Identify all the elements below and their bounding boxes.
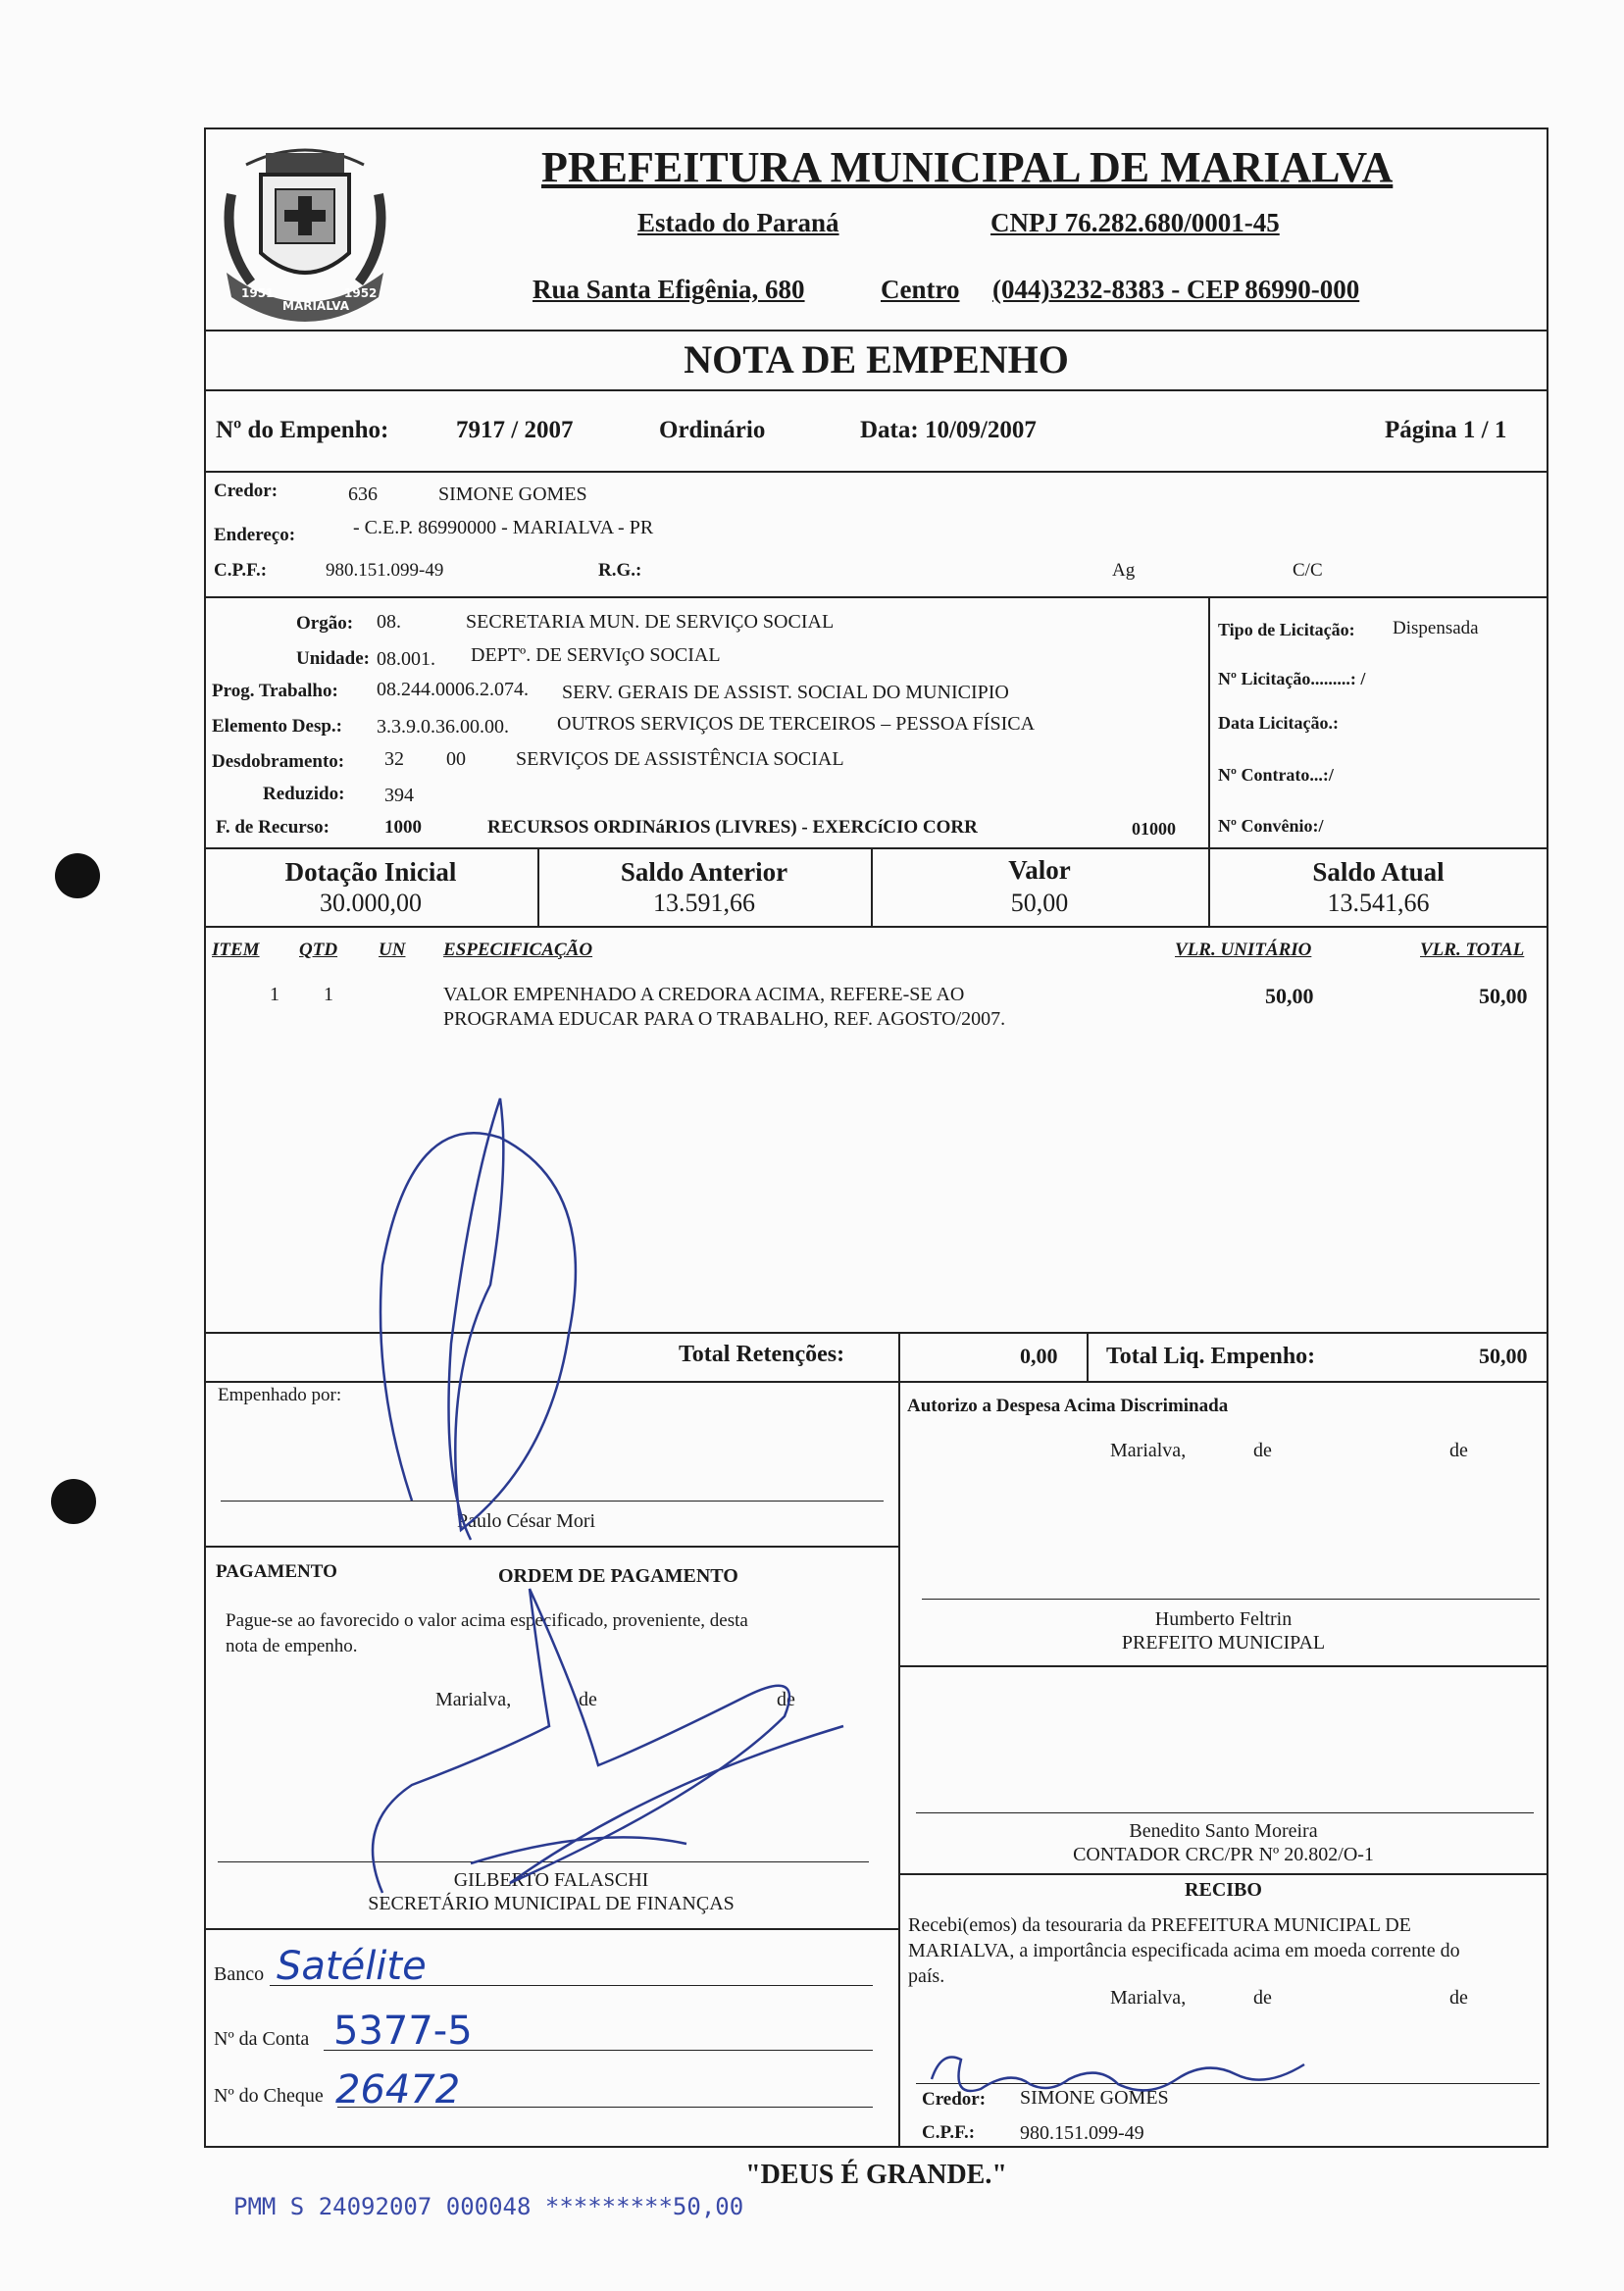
valor-value: 50,00 xyxy=(1010,889,1069,917)
recibo-label: RECIBO xyxy=(1185,1879,1262,1901)
crest-icon xyxy=(212,135,398,331)
col-vlr-total: VLR. TOTAL xyxy=(1420,940,1525,960)
cheque-handwritten: 26472 xyxy=(335,2067,461,2113)
recibo-local: Marialva, xyxy=(1110,1987,1187,2009)
municipality-title: PREFEITURA MUNICIPAL DE MARIALVA xyxy=(541,143,1394,191)
autorizo-de1: de xyxy=(1253,1440,1272,1461)
elemento-name: OUTROS SERVIÇOS DE TERCEIROS – PESSOA FÍSICA xyxy=(557,713,1036,735)
secretario-nome: GILBERTO FALASCHI xyxy=(453,1869,649,1891)
saldo-atual-value: 13.541,66 xyxy=(1327,889,1430,917)
pagamento-de1: de xyxy=(579,1689,597,1710)
ag-label: Ag xyxy=(1112,560,1136,581)
signature-simone xyxy=(912,2040,1324,2109)
autorizo-label: Autorizo a Despesa Acima Discriminada xyxy=(907,1396,1229,1416)
saldo-anterior-value: 13.591,66 xyxy=(653,889,755,917)
liquido-label: Total Liq. Empenho: xyxy=(1106,1344,1316,1369)
conta-handwritten: 5377-5 xyxy=(333,2009,473,2054)
cnpj: CNPJ 76.282.680/0001-45 xyxy=(990,208,1280,237)
creditor-address: - C.E.P. 86990000 - MARIALVA - PR xyxy=(353,517,654,538)
pagamento-local: Marialva, xyxy=(435,1689,512,1710)
saldo-anterior-label: Saldo Anterior xyxy=(620,857,788,887)
item-qtd: 1 xyxy=(324,984,333,1005)
saldo-atual-label: Saldo Atual xyxy=(1312,857,1445,887)
banco-handwritten: Satélite xyxy=(277,1944,427,1989)
creditor-name: SIMONE GOMES xyxy=(438,484,587,505)
orgao-name: SECRETARIA MUN. DE SERVIÇO SOCIAL xyxy=(466,611,835,633)
pagamento-text2: nota de empenho. xyxy=(226,1636,358,1656)
creditor-cpf: 980.151.099-49 xyxy=(326,560,444,581)
conta-label: Nº da Conta xyxy=(214,2028,310,2050)
recurso-code2: 01000 xyxy=(1132,819,1176,839)
recibo-text2: MARIALVA, a importância especificada acima em moeda corrente do xyxy=(908,1940,1460,1961)
col-item: ITEM xyxy=(212,940,260,960)
pagamento-text1: Pague-se ao favorecido o valor acima especificado, proveniente, desta xyxy=(226,1610,748,1631)
rg-label: R.G.: xyxy=(598,560,642,581)
creditor-code: 636 xyxy=(348,484,378,505)
phone-cep: (044)3232-8383 - CEP 86990-000 xyxy=(992,275,1360,304)
prefeito-nome: Humberto Feltrin xyxy=(1154,1608,1293,1630)
item-number: 1 xyxy=(270,984,279,1005)
licitacao-date: Data Licitação.: xyxy=(1218,713,1339,733)
unidade-code: 08.001. xyxy=(377,648,435,670)
prog-code: 08.244.0006.2.074. xyxy=(377,679,529,700)
signature-gilberto xyxy=(353,1569,863,1922)
empenho-date: Data: 10/09/2007 xyxy=(860,417,1037,443)
recibo-text1: Recebi(emos) da tesouraria da PREFEITURA MUNICIPAL DE xyxy=(908,1914,1411,1936)
retencoes-value: 0,00 xyxy=(1020,1344,1058,1368)
banco-label: Banco xyxy=(214,1963,265,1985)
district: Centro xyxy=(881,275,960,304)
creditor-label: Credor: xyxy=(214,481,279,501)
elemento-code: 3.3.9.0.36.00.00. xyxy=(377,716,509,738)
street-address: Rua Santa Efigênia, 680 xyxy=(533,275,805,304)
dotacao-value: 30.000,00 xyxy=(320,889,422,917)
recibo-credor-label: Credor: xyxy=(922,2089,987,2110)
unidade-name: DEPTº. DE SERVIçO SOCIAL xyxy=(471,644,721,666)
recurso-label: F. de Recurso: xyxy=(216,817,330,838)
valor-label: Valor xyxy=(1008,855,1071,885)
cheque-label: Nº do Cheque xyxy=(214,2085,324,2107)
unidade-label: Unidade: xyxy=(296,648,370,669)
item-spec-line2: PROGRAMA EDUCAR PARA O TRABALHO, REF. AGOSTO/2007. xyxy=(443,1008,1006,1030)
crest-year-left: 1951 xyxy=(241,286,275,300)
liquido-value: 50,00 xyxy=(1479,1344,1528,1368)
col-qtd: QTD xyxy=(299,940,338,960)
reduzido-label: Reduzido: xyxy=(263,784,345,804)
recibo-cpf: 980.151.099-49 xyxy=(1020,2122,1144,2144)
empenhado-label: Empenhado por: xyxy=(218,1385,342,1405)
cpf-label: C.P.F.: xyxy=(214,560,268,581)
recibo-cpf-label: C.P.F.: xyxy=(922,2122,976,2143)
secretario-cargo: SECRETÁRIO MUNICIPAL DE FINANÇAS xyxy=(368,1893,735,1914)
recurso-name: RECURSOS ORDINáRIOS (LIVRES) - EXERCíCIO CORR xyxy=(487,817,978,838)
desdobramento-code2: 00 xyxy=(446,748,466,770)
empenho-number: 7917 / 2007 xyxy=(456,417,574,443)
crest-name: MARIALVA xyxy=(282,299,349,313)
recibo-credor-nome: SIMONE GOMES xyxy=(1020,2087,1169,2109)
municipal-crest xyxy=(212,135,398,331)
desdobramento-code1: 32 xyxy=(384,748,404,770)
contador-nome: Benedito Santo Moreira xyxy=(1129,1820,1318,1842)
item-vlr-total: 50,00 xyxy=(1479,984,1528,1008)
contrato-number: Nº Contrato...:/ xyxy=(1218,765,1334,785)
empenhado-nome: Paulo César Mori xyxy=(457,1510,596,1532)
signature-paulo xyxy=(353,1089,608,1550)
recibo-de1: de xyxy=(1253,1987,1272,2009)
machine-stamp: PMM S 24092007 000048 *********50,00 xyxy=(233,2193,744,2220)
pagamento-de2: de xyxy=(777,1689,795,1710)
document-title: NOTA DE EMPENHO xyxy=(684,337,1069,382)
page-number: Página 1 / 1 xyxy=(1385,417,1507,443)
reduzido-value: 394 xyxy=(384,785,414,806)
autorizo-de2: de xyxy=(1449,1440,1468,1461)
licitacao-type-value: Dispensada xyxy=(1393,618,1479,638)
desdobramento-label: Desdobramento: xyxy=(212,751,345,772)
col-vlr-unitario: VLR. UNITÁRIO xyxy=(1175,940,1312,960)
prefeito-cargo: PREFEITO MUNICIPAL xyxy=(1121,1632,1326,1654)
empenho-number-label: Nº do Empenho: xyxy=(216,417,389,443)
item-vlr-unitario: 50,00 xyxy=(1265,984,1314,1008)
col-especificacao: ESPECIFICAÇÃO xyxy=(443,940,593,960)
recibo-de2: de xyxy=(1449,1987,1468,2009)
pagamento-label: PAGAMENTO xyxy=(216,1561,337,1582)
convenio-number: Nº Convênio:/ xyxy=(1218,816,1324,836)
licitacao-number: Nº Licitação.........: / xyxy=(1218,669,1366,688)
autorizo-local: Marialva, xyxy=(1110,1440,1187,1461)
punch-hole-bottom xyxy=(51,1479,96,1524)
lema: "DEUS É GRANDE." xyxy=(745,2160,1007,2190)
licitacao-type-label: Tipo de Licitação: xyxy=(1218,620,1355,639)
retencoes-label: Total Retenções: xyxy=(679,1342,845,1367)
punch-hole-top xyxy=(55,853,100,898)
recibo-text3: país. xyxy=(908,1965,945,1987)
recurso-code: 1000 xyxy=(384,817,422,838)
cc-label: C/C xyxy=(1293,560,1323,581)
prog-label: Prog. Trabalho: xyxy=(212,681,338,701)
ordem-pagamento-label: ORDEM DE PAGAMENTO xyxy=(498,1565,738,1587)
address-label: Endereço: xyxy=(214,525,296,545)
col-un: UN xyxy=(379,940,406,960)
elemento-label: Elemento Desp.: xyxy=(212,716,342,737)
empenho-type: Ordinário xyxy=(659,417,766,443)
orgao-label: Orgão: xyxy=(296,613,354,634)
state-name: Estado do Paraná xyxy=(637,208,839,237)
orgao-code: 08. xyxy=(377,611,401,633)
crest-year-right: 1952 xyxy=(344,286,378,300)
prog-name: SERV. GERAIS DE ASSIST. SOCIAL DO MUNICIPIO xyxy=(562,682,1009,703)
dotacao-label: Dotação Inicial xyxy=(284,857,457,887)
contador-cargo: CONTADOR CRC/PR Nº 20.802/O-1 xyxy=(1073,1844,1374,1865)
item-spec-line1: VALOR EMPENHADO A CREDORA ACIMA, REFERE-SE AO xyxy=(443,984,965,1005)
desdobramento-name: SERVIÇOS DE ASSISTÊNCIA SOCIAL xyxy=(516,748,844,770)
